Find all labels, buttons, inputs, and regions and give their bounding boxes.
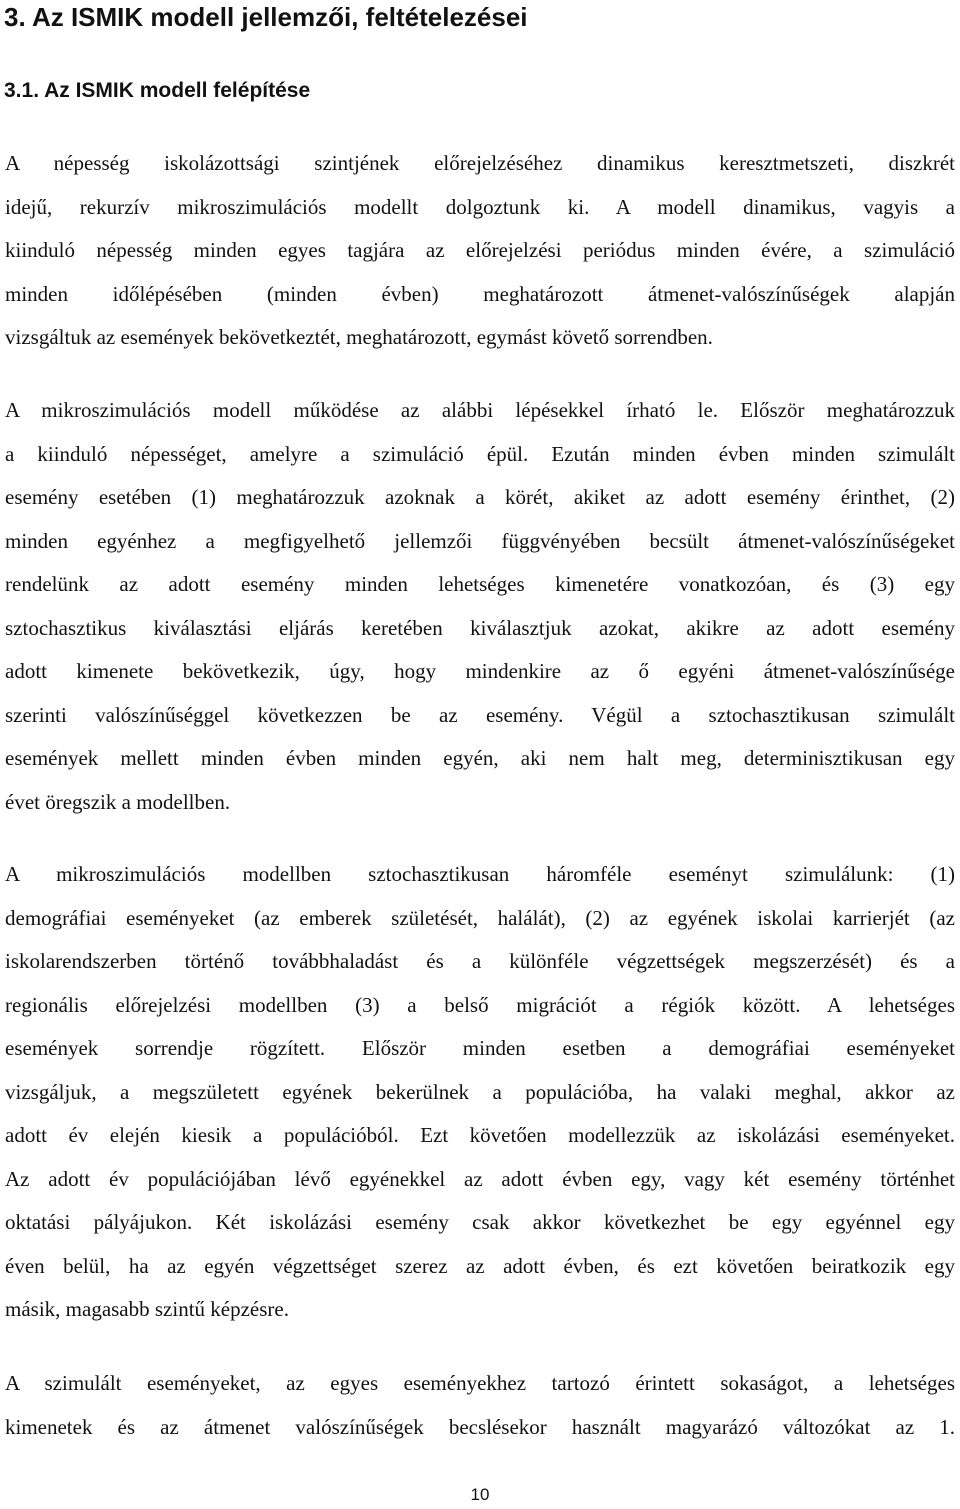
paragraph-line: kimenetek és az átmenet valószínűségek becslésekor használt magyarázó változókat az 1. [5,1414,955,1439]
paragraph-line: rendelünk az adott esemény minden lehetséges kimenetére vonatkozóan, és (3) egy [5,572,955,596]
paragraph-line: minden időlépésében (minden évben) meghatározott átmenet-valószínűségek alapján [5,281,955,306]
paragraph-line: idejű, rekurzív mikroszimulációs modellt dolgoztunk ki. A modell dinamikus, vagyis a [5,194,955,219]
paragraph-1 [5,142,955,360]
page-number: 10 [470,1485,490,1504]
section-heading: 3. Az ISMIK modell jellemzői, feltételezései [4,2,528,32]
paragraph-line: vizsgáltuk az események bekövetkeztét, meghatározott, egymást követő sorrendben. [5,325,713,349]
paragraph-line: a kiinduló népességet, amelyre a szimuláció épül. Ezután minden évben minden szimulált [5,441,955,466]
paragraph-line: események sorrendje rögzített. Először minden esetben a demográfiai eseményeket [5,1036,955,1060]
paragraph-line: iskolarendszerben történő továbbhaladást és a különféle végzettségek megszerzését) és a [5,949,955,973]
paragraph-line: események mellett minden évben minden egyén, aki nem halt meg, determinisztikusan egy [5,746,955,770]
paragraph-line: A mikroszimulációs modellben sztochasztikusan háromféle eseményt szimulálunk: (1) [5,862,955,886]
paragraph-line: éven belül, ha az egyén végzettséget szerez az adott évben, és ezt követően beiratkozik egy [5,1253,955,1278]
paragraph-line: A mikroszimulációs modell működése az alábbi lépésekkel írható le. Először meghatározzuk [5,398,955,422]
paragraph-line: vizsgáljuk, a megszületett egyének bekerülnek a populációba, ha valaki meghal, akkor az [5,1079,955,1104]
paragraph-line: adott kimenete bekövetkezik, úgy, hogy mindenkire az ő egyéni átmenet-valószínűsége [5,659,955,683]
paragraph-4 [5,1362,955,1449]
paragraph-line: oktatási pályájukon. Két iskolázási esemény csak akkor következhet be egy egyénnel egy [5,1210,955,1234]
paragraph-line: évet öregszik a modellben. [5,789,231,814]
paragraph-line: kiinduló népesség minden egyes tagjára az előrejelzési periódus minden évére, a szimuláció [5,238,955,262]
paragraph-2 [5,389,955,824]
paragraph-line: minden egyénhez a megfigyelhető jellemzői függvényében becsült átmenet-valószínűségeket [5,528,955,553]
paragraph-line: A szimulált eseményeket, az egyes eseményekhez tartozó érintett sokaságot, a lehetséges [5,1371,955,1395]
paragraph-line: demográfiai eseményeket (az emberek születését, halálát), (2) az egyének iskolai karrierjét (az [5,905,955,930]
paragraph-line: A népesség iskolázottsági szintjének előrejelzéséhez dinamikus keresztmetszeti, diszkrét [5,151,955,175]
paragraph-line: adott év elején kiesik a populációból. Ezt követően modellezzük az iskolázási eseményeket. [5,1123,955,1147]
paragraph-line: sztochasztikus kiválasztási eljárás keretében kiválasztjuk azokat, akikre az adott esemény [5,615,955,640]
paragraph-line: Az adott év populációjában lévő egyénekkel az adott évben egy, vagy két esemény történhet [5,1166,955,1191]
paragraph-line: szerinti valószínűséggel következzen be az esemény. Végül a sztochasztikusan szimulált [5,702,955,727]
subsection-heading: 3.1. Az ISMIK modell felépítése [4,79,311,102]
paragraph-3 [5,853,955,1332]
paragraph-line: regionális előrejelzési modellben (3) a belső migrációt a régiók között. A lehetséges [5,992,955,1017]
paragraph-line: másik, magasabb szintű képzésre. [5,1297,289,1321]
paragraph-line: esemény esetében (1) meghatározzuk azoknak a körét, akiket az adott esemény érinthet, (2) [5,485,955,509]
